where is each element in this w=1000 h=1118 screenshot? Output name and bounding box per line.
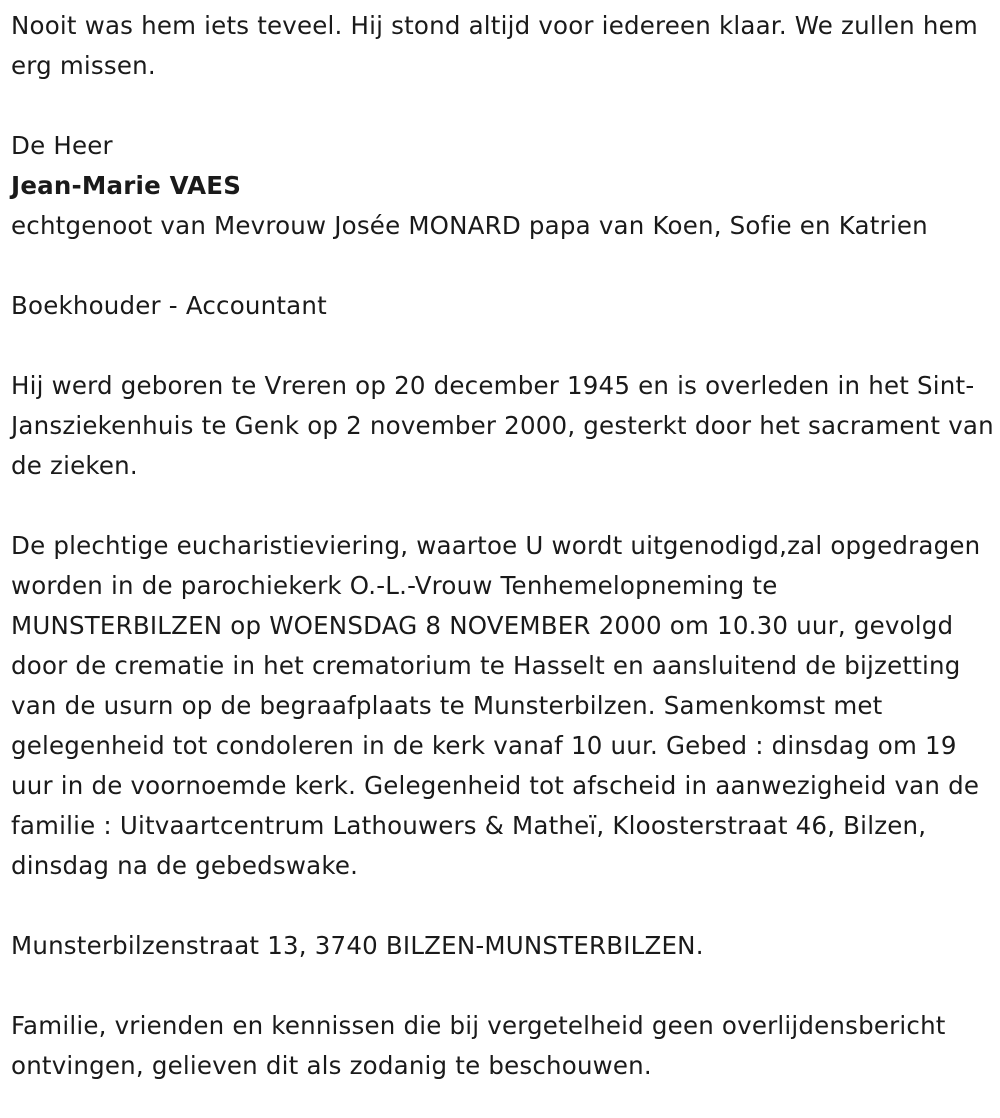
deceased-name: Jean-Marie VAES [11,171,242,200]
death-notice [11,6,996,1086]
ceremony-paragraph: De plechtige eucharistieviering, waartoe U wordt uitgenodigd,zal opgedragen worden in de parochiekerk O.-L.-Vrouw Tenhemelopneming te MUNSTERBILZEN op WOENSDAG 8 NOVEMBER 2000 om 10.30 uur, gevolgd door de crematie in het crematorium te Hasselt en aansluitend de bijzetting van de usurn op de begraafplaats te Munsterbilzen. Samenkomst met gelegenheid tot condoleren in de kerk vanaf 10 uur. Gebed : dinsdag om 19 uur in de voornoemde kerk. Gelegenheid tot afscheid in aanwezigheid van de familie : Uitvaartcentrum Lathouwers & Matheï, Kloosterstraat 46, Bilzen, dinsdag na de gebedswake. [11,531,981,880]
deceased-title: De Heer [11,131,113,160]
closing-paragraph: Familie, vrienden en kennissen die bij vergetelheid geen overlijdensbericht ontvingen, gelieven dit als zodanig te beschouwen. [11,1011,946,1080]
birth-death-paragraph: Hij werd geboren te Vreren op 20 december 1945 en is overleden in het Sint-Jansziekenhuis te Genk op 2 november 2000, gesterkt door het sacrament van de zieken. [11,371,994,480]
profession: Boekhouder - Accountant [11,291,327,320]
intro-paragraph: Nooit was hem iets teveel. Hij stond altijd voor iedereen klaar. We zullen hem erg missen. [11,11,978,80]
home-address: Munsterbilzenstraat 13, 3740 BILZEN-MUNSTERBILZEN. [11,931,704,960]
family-relations: echtgenoot van Mevrouw Josée MONARD papa van Koen, Sofie en Katrien [11,211,928,240]
